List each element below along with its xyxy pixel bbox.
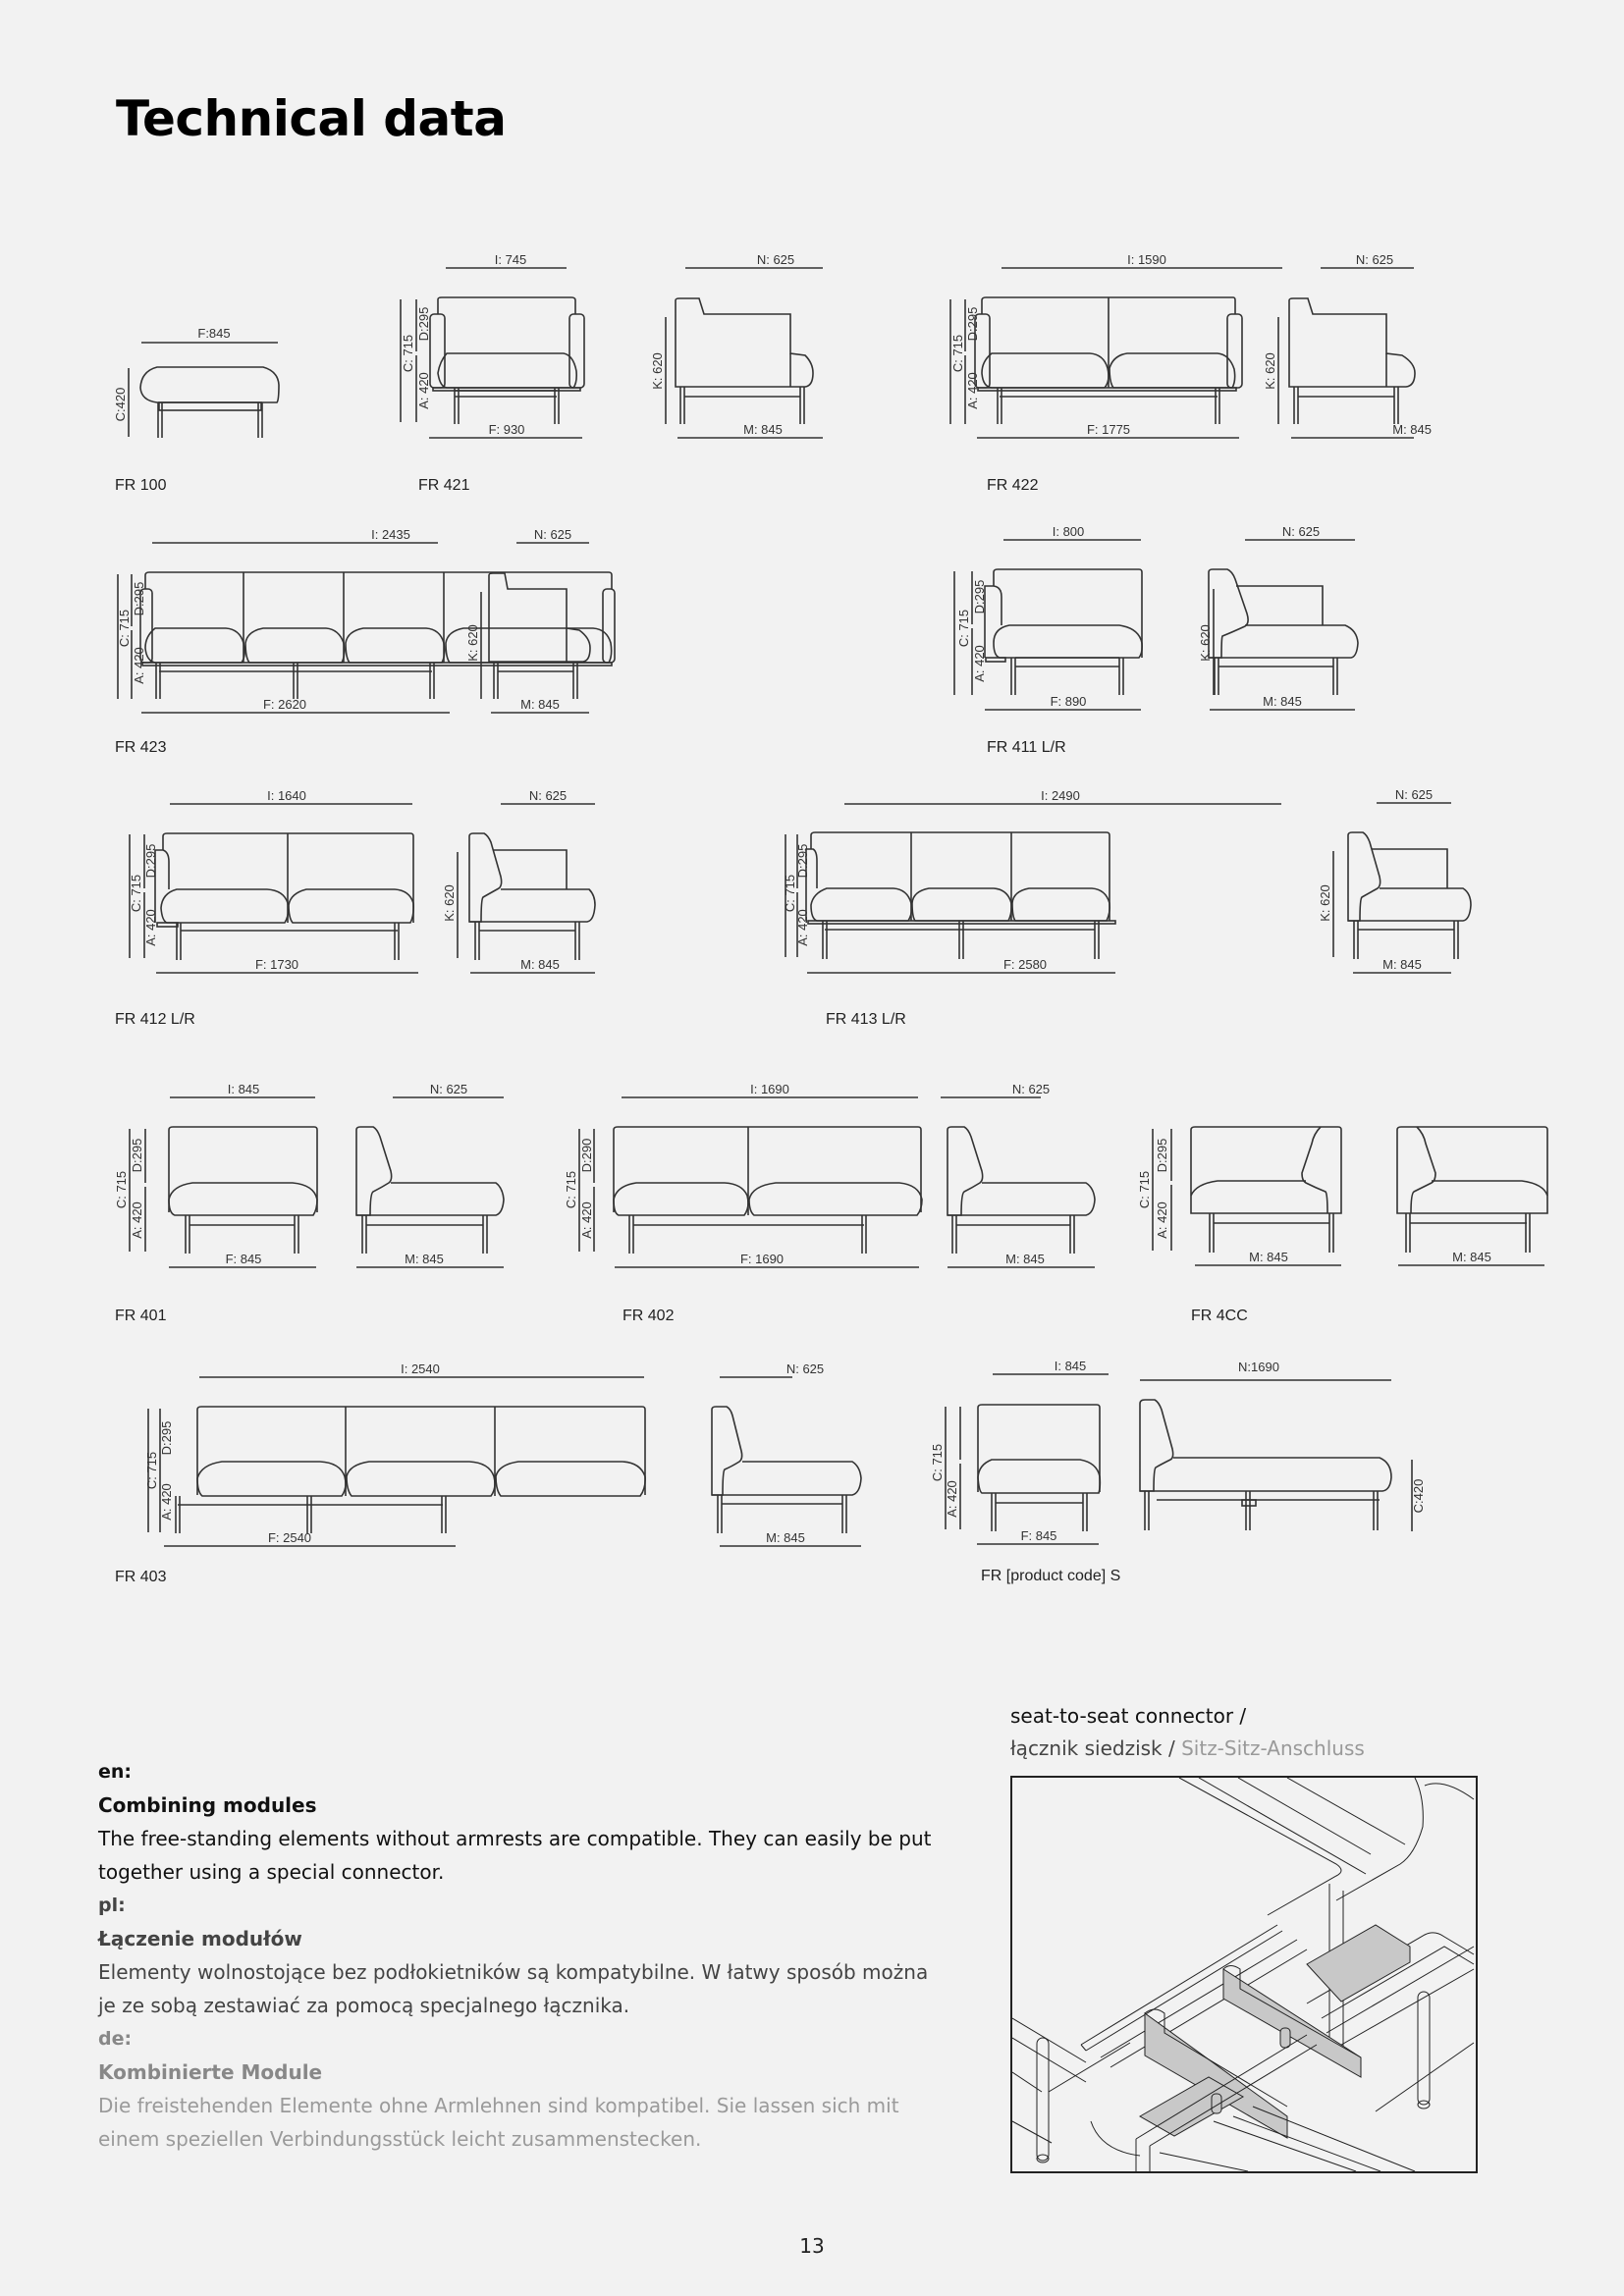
svg-text:D:290: D:290 <box>579 1138 594 1173</box>
svg-text:FR 413 L/R: FR 413 L/R <box>826 1011 906 1028</box>
drawing-fr-413 <box>783 787 1471 1028</box>
svg-text:A: 420: A: 420 <box>143 909 158 946</box>
lang-label-de: de: <box>98 2028 133 2050</box>
svg-text:M: 845: M: 845 <box>520 957 560 972</box>
svg-text:M: 845: M: 845 <box>1452 1250 1491 1264</box>
svg-text:A: 420: A: 420 <box>579 1201 594 1239</box>
svg-text:F: 845: F: 845 <box>225 1252 262 1266</box>
drawing-fr-4cc <box>1137 1127 1547 1324</box>
svg-text:A: 420: A: 420 <box>416 372 431 409</box>
svg-text:C: 715: C: 715 <box>117 609 132 648</box>
svg-text:F: 1775: F: 1775 <box>1086 422 1131 437</box>
heading-en: Combining modules <box>98 1793 317 1817</box>
section-en <box>98 1755 943 1889</box>
svg-text:FR 402: FR 402 <box>623 1308 675 1324</box>
drawing-fr-421 <box>401 252 823 494</box>
drawing-fr-100 <box>113 326 279 494</box>
page-title: Technical data <box>116 90 507 147</box>
svg-text:C: 715: C: 715 <box>930 1443 945 1482</box>
svg-text:D:295: D:295 <box>972 579 987 614</box>
svg-text:N: 625: N: 625 <box>756 252 795 267</box>
svg-text:F:845: F:845 <box>197 326 231 341</box>
svg-text:N: 625: N: 625 <box>528 788 568 803</box>
svg-text:K: 620: K: 620 <box>650 352 665 390</box>
svg-text:C: 715: C: 715 <box>1137 1170 1152 1209</box>
lang-label-pl: pl: <box>98 1895 126 1916</box>
svg-text:M: 845: M: 845 <box>1005 1252 1045 1266</box>
lang-label-en: en: <box>98 1761 133 1783</box>
svg-text:I: 745: I: 745 <box>494 252 527 267</box>
isometric-connector-icon <box>1012 1778 1476 2171</box>
svg-text:FR 422: FR 422 <box>987 477 1039 494</box>
svg-text:A: 420: A: 420 <box>130 1201 144 1239</box>
svg-text:F: 1690: F: 1690 <box>739 1252 785 1266</box>
section-pl <box>98 1889 943 2022</box>
svg-text:F: 890: F: 890 <box>1050 694 1087 709</box>
svg-text:FR 403: FR 403 <box>115 1569 167 1585</box>
svg-text:I: 800: I: 800 <box>1052 524 1085 539</box>
page-number: 13 <box>799 2234 825 2258</box>
connector-caption <box>1010 1700 1365 1765</box>
combining-modules-text <box>98 1755 943 2156</box>
svg-text:M: 845: M: 845 <box>1392 422 1432 437</box>
drawing-fr-422 <box>950 252 1432 494</box>
svg-text:N: 625: N: 625 <box>1011 1082 1051 1096</box>
svg-text:F: 845: F: 845 <box>1020 1528 1057 1543</box>
svg-text:C:420: C:420 <box>1411 1478 1426 1514</box>
svg-text:K: 620: K: 620 <box>1318 884 1332 922</box>
svg-text:FR 411 L/R: FR 411 L/R <box>987 739 1066 756</box>
svg-text:N: 625: N: 625 <box>429 1082 468 1096</box>
drawing-fr-423 <box>115 527 615 756</box>
caption-pl: łącznik siedzisk / <box>1010 1736 1175 1760</box>
svg-text:F: 930: F: 930 <box>488 422 525 437</box>
svg-text:A: 420: A: 420 <box>945 1480 959 1518</box>
svg-text:N: 625: N: 625 <box>1394 787 1434 802</box>
svg-text:M: 845: M: 845 <box>766 1530 805 1545</box>
svg-text:K: 620: K: 620 <box>1263 352 1277 390</box>
svg-text:FR 401: FR 401 <box>115 1308 167 1324</box>
svg-text:A: 420: A: 420 <box>965 372 980 409</box>
drawing-fr-401 <box>114 1082 504 1324</box>
svg-text:FR 100: FR 100 <box>115 477 167 494</box>
svg-text:FR 412 L/R: FR 412 L/R <box>115 1011 195 1028</box>
caption-de: Sitz-Sitz-Anschluss <box>1181 1736 1365 1760</box>
svg-text:I: 1590: I: 1590 <box>1127 252 1166 267</box>
svg-text:A: 420: A: 420 <box>1155 1201 1169 1239</box>
svg-text:FR [product code] S: FR [product code] S <box>981 1568 1121 1584</box>
svg-text:C: 715: C: 715 <box>129 874 143 913</box>
svg-text:F: 2620: F: 2620 <box>262 697 307 712</box>
svg-text:C: 715: C: 715 <box>144 1451 159 1490</box>
svg-text:I: 845: I: 845 <box>227 1082 260 1096</box>
svg-text:I: 2490: I: 2490 <box>1041 788 1080 803</box>
svg-text:N: 625: N: 625 <box>533 527 572 542</box>
svg-text:C: 715: C: 715 <box>401 334 415 373</box>
connector-illustration <box>1010 1776 1478 2173</box>
body-pl: Elementy wolnostojące bez podłokietników są kompatybilne. W łatwy sposób można je ze sobą zestawiać za pomocą specjalnego łącznika. <box>98 1960 929 2017</box>
drawing-fr-412 <box>115 788 595 1028</box>
caption-en: seat-to-seat connector / <box>1010 1704 1247 1728</box>
svg-text:N: 625: N: 625 <box>785 1362 825 1376</box>
svg-text:A: 420: A: 420 <box>972 645 987 682</box>
svg-text:C: 715: C: 715 <box>950 334 965 373</box>
svg-text:K: 620: K: 620 <box>442 884 457 922</box>
svg-text:I: 1690: I: 1690 <box>750 1082 789 1096</box>
svg-text:D:295: D:295 <box>416 306 431 342</box>
svg-text:D:295: D:295 <box>132 581 146 616</box>
svg-text:D:295: D:295 <box>1155 1138 1169 1173</box>
svg-text:A: 420: A: 420 <box>159 1483 174 1521</box>
svg-text:FR 423: FR 423 <box>115 739 167 756</box>
svg-text:I: 2540: I: 2540 <box>401 1362 440 1376</box>
svg-text:C:420: C:420 <box>113 387 128 422</box>
svg-text:C: 715: C: 715 <box>783 874 797 913</box>
drawing-fr-product-code-s <box>930 1359 1426 1584</box>
svg-text:D:295: D:295 <box>130 1138 144 1173</box>
svg-text:K: 620: K: 620 <box>1198 624 1213 662</box>
svg-text:FR 4CC: FR 4CC <box>1191 1308 1248 1324</box>
section-de <box>98 2022 943 2156</box>
svg-text:FR 421: FR 421 <box>418 477 470 494</box>
svg-text:F: 2580: F: 2580 <box>1002 957 1048 972</box>
svg-text:A: 420: A: 420 <box>795 909 810 946</box>
svg-text:N: 625: N: 625 <box>1281 524 1321 539</box>
svg-text:D:295: D:295 <box>159 1420 174 1456</box>
drawing-fr-402 <box>564 1082 1095 1324</box>
svg-text:C: 715: C: 715 <box>956 609 971 648</box>
svg-text:C: 715: C: 715 <box>114 1170 129 1209</box>
heading-de: Kombinierte Module <box>98 2060 323 2084</box>
svg-text:I: 845: I: 845 <box>1054 1359 1087 1373</box>
svg-text:D:295: D:295 <box>795 843 810 879</box>
svg-text:D:295: D:295 <box>143 843 158 879</box>
svg-text:M: 845: M: 845 <box>405 1252 444 1266</box>
svg-text:M: 845: M: 845 <box>1263 694 1302 709</box>
svg-text:M: 845: M: 845 <box>1382 957 1422 972</box>
body-en: The free-standing elements without armrests are compatible. They can easily be put together using a special connector. <box>98 1827 932 1884</box>
svg-text:K: 620: K: 620 <box>465 624 480 662</box>
svg-text:F: 2540: F: 2540 <box>267 1530 312 1545</box>
svg-text:C: 715: C: 715 <box>564 1170 578 1209</box>
drawing-fr-403 <box>115 1362 861 1585</box>
svg-text:N:1690: N:1690 <box>1238 1360 1279 1374</box>
svg-text:N: 625: N: 625 <box>1355 252 1394 267</box>
svg-text:M: 845: M: 845 <box>743 422 783 437</box>
svg-text:D:295: D:295 <box>965 306 980 342</box>
svg-text:F: 1730: F: 1730 <box>254 957 299 972</box>
body-de: Die freistehenden Elemente ohne Armlehnen sind kompatibel. Sie lassen sich mit einem speziellen Verbindungsstück leicht zusammenstecken. <box>98 2094 899 2151</box>
svg-text:M: 845: M: 845 <box>520 697 560 712</box>
svg-text:A: 420: A: 420 <box>132 647 146 684</box>
drawing-fr-411 <box>954 524 1358 756</box>
heading-pl: Łączenie modułów <box>98 1927 302 1950</box>
svg-text:M: 845: M: 845 <box>1249 1250 1288 1264</box>
svg-text:I: 1640: I: 1640 <box>267 788 306 803</box>
svg-text:I: 2435: I: 2435 <box>371 527 410 542</box>
